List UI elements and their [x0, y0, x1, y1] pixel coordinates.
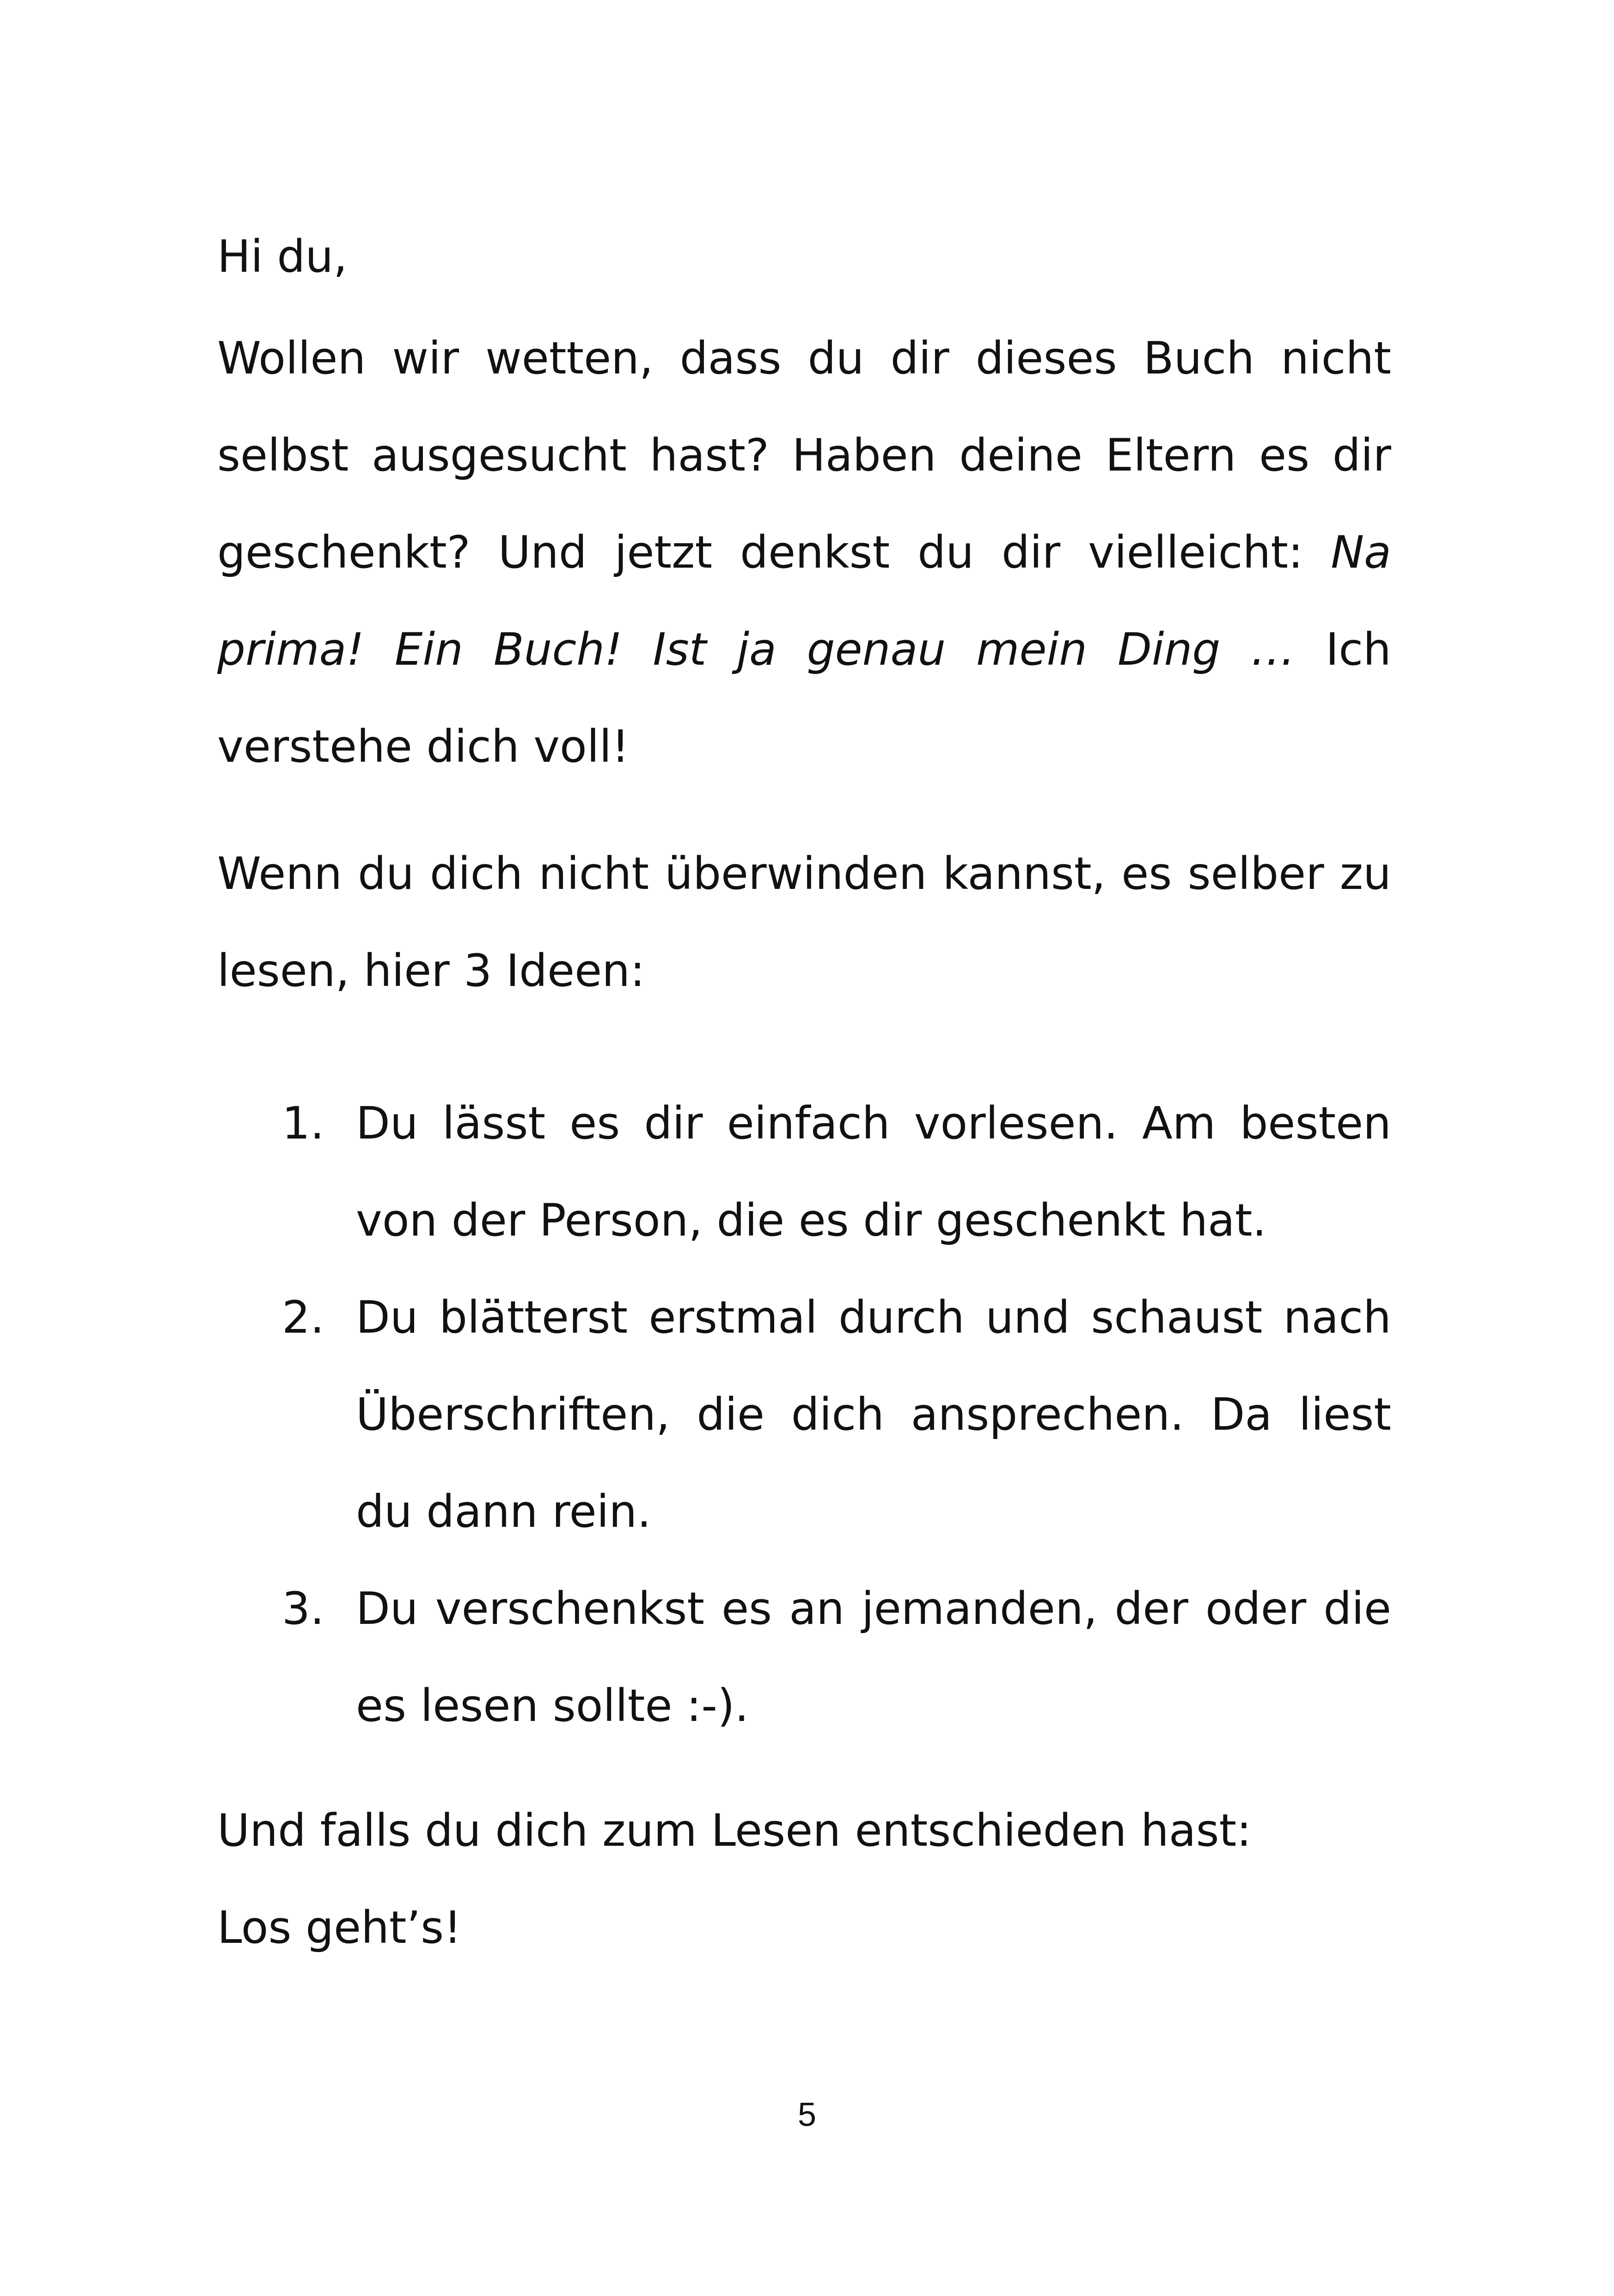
- closing-line: Und falls du dich zum Lesen entschieden hast:: [217, 1805, 1252, 1856]
- ideas-list: [217, 1075, 1391, 1754]
- list-item-number: 1.: [282, 1097, 324, 1149]
- list-item: [217, 1560, 1391, 1754]
- list-item-text: Du lässt es dir einfach vorlesen. Am besten von der Person, die es dir geschenkt hat.: [356, 1097, 1391, 1246]
- greeting: Hi du,: [217, 231, 348, 282]
- intro-text: Wollen wir wetten, dass du dir dieses Buch nicht selbst ausgesucht hast? Haben deine Eltern es dir geschenkt? Und jetzt denkst du dir vielleicht:: [217, 332, 1391, 578]
- list-item-number: 3.: [282, 1583, 324, 1635]
- list-item-number: 2.: [282, 1292, 324, 1343]
- intro-text-end: Ich verstehe dich voll!: [217, 624, 1392, 772]
- list-item: [217, 1269, 1391, 1560]
- list-item: [217, 1075, 1391, 1269]
- list-item-text: Du verschenkst es an jemanden, der oder die es lesen sollte :-).: [356, 1583, 1391, 1732]
- ideas-intro-paragraph: Wenn du dich nicht überwinden kannst, es selber zu lesen, hier 3 Ideen:: [217, 848, 1391, 997]
- list-item-text: Du blätterst erstmal durch und schaust nach Überschriften, die dich ansprechen. Da liest du dann rein.: [356, 1292, 1391, 1537]
- intro-paragraph: [217, 310, 1391, 795]
- sign-off: Los geht’s!: [217, 1902, 462, 1953]
- intro-italic-quote: Na prima! Ein Buch! Ist ja genau mein Ding …: [217, 527, 1391, 675]
- page-number: 5: [797, 2096, 817, 2133]
